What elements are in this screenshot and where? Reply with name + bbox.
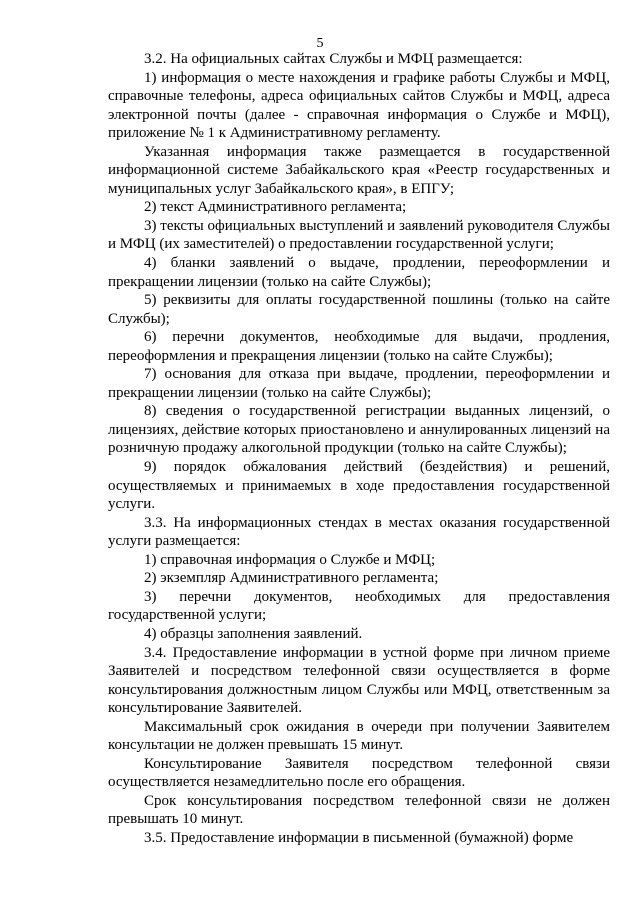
paragraph-3-5-written-info: 3.5. Предоставление информации в письменной (бумажной) форме bbox=[144, 829, 574, 846]
paragraph-stand-item-3: 3) перечни документов, необходимых для предоставления государственной услуги; bbox=[108, 588, 610, 624]
paragraph-item-4-forms: 4) бланки заявлений о выдаче, продлении, переоформлении и прекращении лицензии (только на сайте Службы); bbox=[108, 255, 610, 290]
paragraph-queue-wait-time: Максимальный срок ожидания в очереди при получении Заявителем консультации не должен превышать 15 минут. bbox=[108, 718, 610, 754]
page-number: 5 bbox=[316, 36, 324, 51]
paragraph-item-8-registration-info: 8) сведения о государственной регистрации выданных лицензий, о лицензиях, действие которых приостановлено и аннулированных лицензий на розничную продажу алкогольной продукции (только на сайте Службы); bbox=[108, 403, 610, 457]
paragraph-stand-item-2: 2) экземпляр Административного регламента; bbox=[144, 570, 439, 587]
paragraph-item-6-document-lists: 6) перечни документов, необходимые для выдачи, продления, переоформления и прекращения лицензии (только на сайте Службы); bbox=[108, 329, 610, 364]
paragraph-item-2-regulation-text: 2) текст Административного регламента; bbox=[144, 199, 407, 216]
paragraph-stand-item-1: 1) справочная информация о Службе и МФЦ; bbox=[144, 551, 436, 568]
paragraph-3-4-oral-info: 3.4. Предоставление информации в устной форме при личном приеме Заявителей и посредством телефонной связи осуществляется в форме консультирования должностным лицом Службы или МФЦ, ответственным за консультирование Заявителей. bbox=[108, 644, 610, 717]
paragraph-item-5-fee-details: 5) реквизиты для оплаты государственной пошлины (только на сайте Службы); bbox=[108, 292, 610, 327]
paragraph-item-9-appeal-procedure: 9) порядок обжалования действий (бездействия) и решений, осуществляемых и принимаемых в ходе предоставления государственной услуги. bbox=[108, 459, 610, 513]
paragraph-item-3-speeches: 3) тексты официальных выступлений и заявлений руководителя Службы и МФЦ (их заместителей) о предоставлении государственной услуги; bbox=[108, 217, 610, 253]
paragraph-item-7-refusal-grounds: 7) основания для отказа при выдаче, продлении, переоформлении и прекращении лицензии (только на сайте Службы); bbox=[108, 366, 610, 401]
paragraph-phone-duration: Срок консультирования посредством телефонной связи не должен превышать 10 минут. bbox=[108, 792, 610, 828]
paragraph-3-3-heading: 3.3. На информационных стендах в местах оказания государственной услуги размещается: bbox=[108, 514, 610, 550]
document-body bbox=[108, 50, 610, 848]
paragraph-item-1-contacts: 1) информация о месте нахождения и графике работы Службы и МФЦ, справочные телефоны, адреса официальных сайтов Службы и МФЦ, адреса электронной почты (далее - справочная информация о Службе и МФЦ), приложение № 1 к Административному регламенту. bbox=[108, 69, 610, 142]
paragraph-3-2-heading: 3.2. На официальных сайтах Службы и МФЦ размещается: bbox=[144, 51, 523, 67]
paragraph-phone-consulting: Консультирование Заявителя посредством телефонной связи осуществляется незамедлительно после его обращения. bbox=[108, 755, 610, 791]
paragraph-stand-item-4: 4) образцы заполнения заявлений. bbox=[144, 625, 363, 642]
paragraph-registry-note: Указанная информация также размещается в государственной информационной системе Забайкальского края «Реестр государственных и муниципальных услуг Забайкальского края», в ЕПГУ; bbox=[108, 143, 610, 197]
